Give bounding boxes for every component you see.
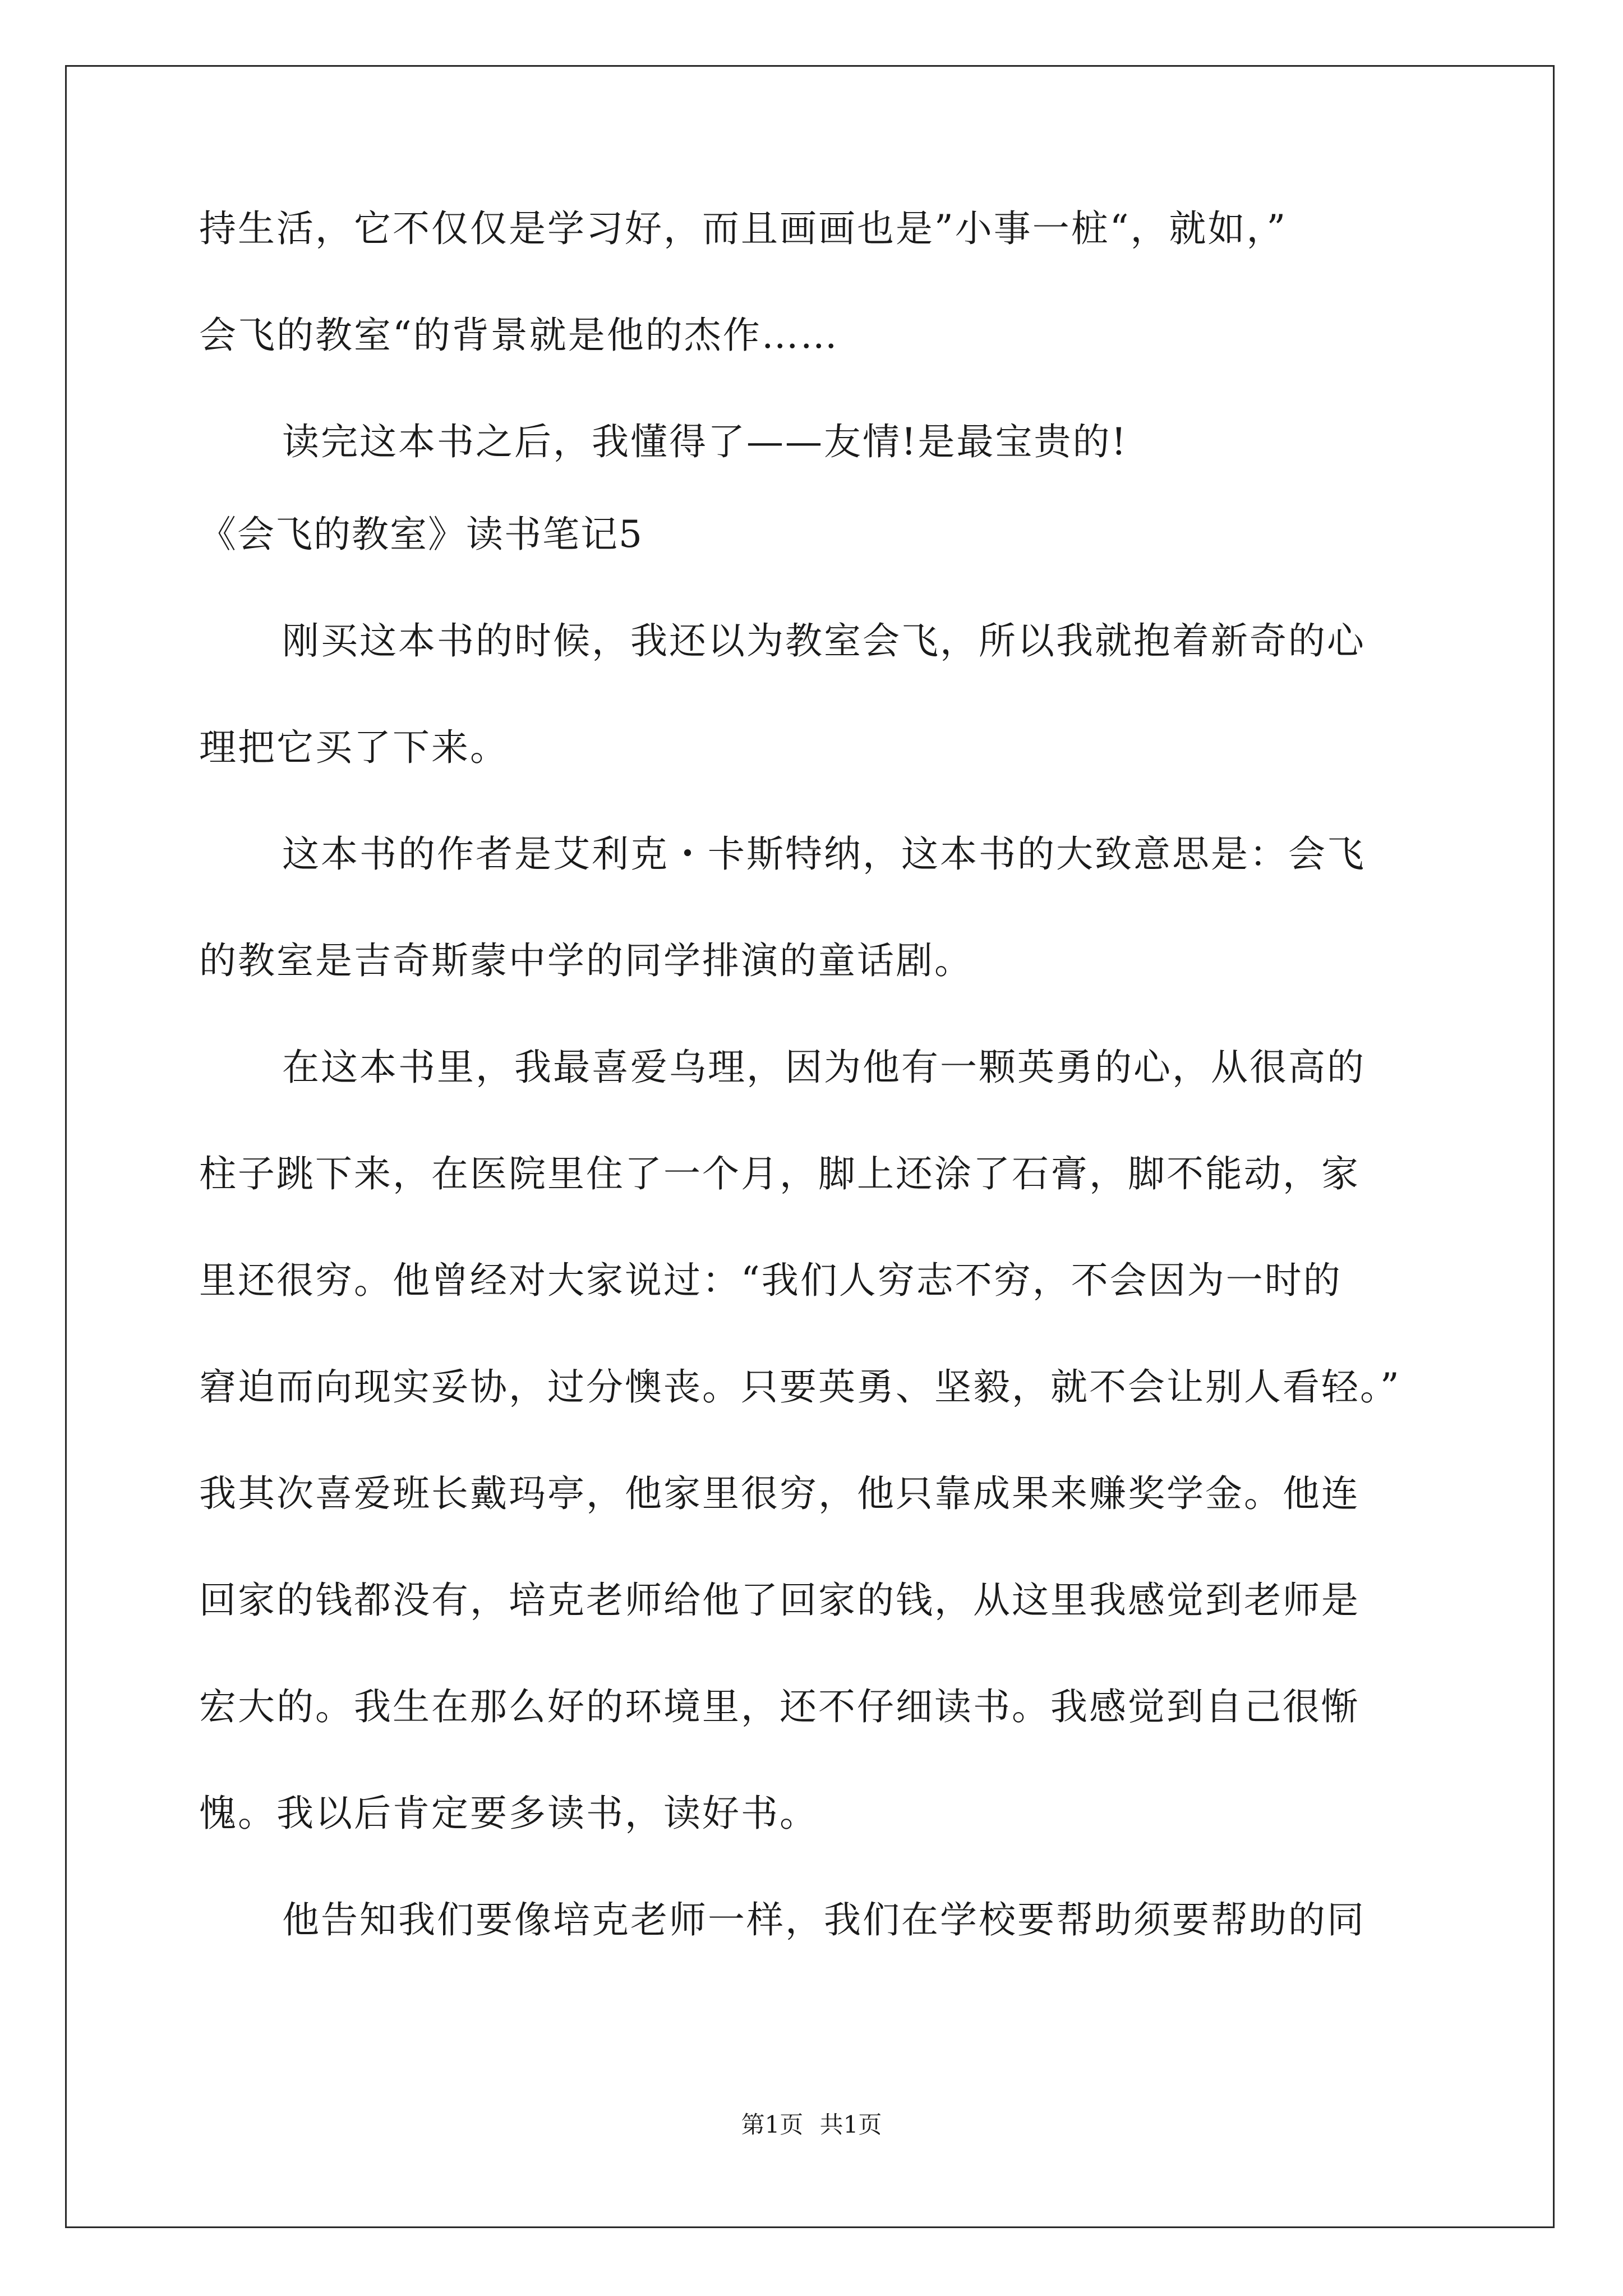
- text-line: 柱子跳下来，在医院里住了一个月，脚上还涂了石膏，脚不能动，家: [199, 1152, 1360, 1195]
- text-line: 的教室是吉奇斯蒙中学的同学排演的童话剧。: [199, 939, 973, 982]
- page-footer: [0, 2109, 1623, 2141]
- text-line: 回家的钱都没有，培克老师给他了回家的钱，从这里我感觉到老师是: [199, 1579, 1360, 1622]
- text-line: 窘迫而向现实妥协，过分懊丧。只要英勇、坚毅，就不会让别人看轻。”: [199, 1365, 1401, 1409]
- page-total: 共1页: [819, 2111, 882, 2138]
- text-line: 愧。我以后肯定要多读书，读好书。: [199, 1792, 818, 1835]
- text-line: 理把它买了下来。: [199, 726, 509, 769]
- page-number: 第1页: [741, 2111, 804, 2138]
- text-line: 持生活，它不仅仅是学习好，而且画画也是”小事一桩“，就如，”: [199, 207, 1288, 250]
- text-line: 在这本书里，我最喜爱乌理，因为他有一颗英勇的心，从很高的: [282, 1046, 1366, 1089]
- text-line: 里还很穷。他曾经对大家说过：“我们人穷志不穷，不会因为一时的: [199, 1259, 1342, 1302]
- section-heading: 《会飞的教室》读书笔记5: [199, 513, 643, 556]
- text-line: 他告知我们要像培克老师一样，我们在学校要帮助须要帮助的同: [282, 1898, 1366, 1941]
- text-line: 刚买这本书的时候，我还以为教室会飞，所以我就抱着新奇的心: [282, 619, 1366, 662]
- text-line: 宏大的。我生在那么好的环境里，还不仔细读书。我感觉到自己很惭: [199, 1685, 1360, 1728]
- text-line: 读完这本书之后，我懂得了——友情!是最宝贵的!: [282, 420, 1128, 463]
- text-line: 这本书的作者是艾利克・卡斯特纳，这本书的大致意思是：会飞: [282, 832, 1366, 876]
- text-line: 会飞的教室“的背景就是他的杰作……: [199, 314, 839, 357]
- text-line: 我其次喜爱班长戴玛亭，他家里很穷，他只靠成果来赚奖学金。他连: [199, 1472, 1360, 1515]
